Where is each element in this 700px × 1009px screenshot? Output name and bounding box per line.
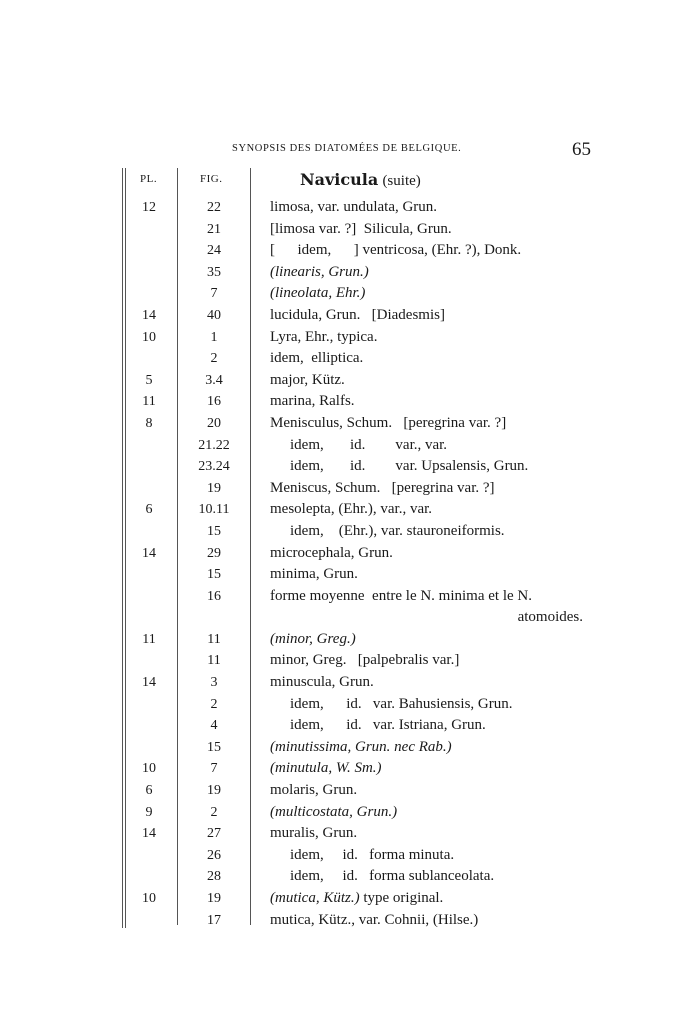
taxon-text: minuscula, Grun. — [270, 674, 374, 691]
genus-name: Navicula — [300, 170, 379, 189]
plate-number: 14 — [142, 675, 156, 691]
taxon-description — [270, 327, 377, 349]
table-row — [0, 845, 700, 867]
table-row — [0, 866, 700, 888]
table-row — [0, 197, 700, 219]
table-row — [0, 650, 700, 672]
figure-number: 17 — [207, 912, 221, 928]
table-row — [0, 391, 700, 413]
table-row — [0, 802, 700, 824]
plate-number: 12 — [142, 200, 156, 215]
table-row — [0, 737, 700, 759]
taxon-description — [290, 435, 447, 457]
figure-number: 11 — [207, 653, 221, 669]
table-row — [0, 715, 700, 737]
figure-number: 3.4 — [205, 372, 223, 388]
table-row — [0, 543, 700, 565]
plate-number: 9 — [145, 804, 153, 820]
taxon-text: idem, id. var. Bahusiensis, Grun. — [290, 695, 513, 712]
taxon-description — [270, 758, 382, 780]
taxon-description — [270, 391, 355, 413]
plate-number: 6 — [145, 783, 153, 799]
taxon-synonym-italic: (minutissima, Grun. nec Rab.) — [270, 738, 452, 755]
taxon-description — [270, 888, 443, 910]
plate-number: 10 — [142, 761, 156, 777]
taxon-description — [518, 607, 583, 629]
table-row — [0, 240, 700, 262]
page-number: 65 — [572, 139, 591, 160]
figure-number: 16 — [207, 588, 221, 604]
taxon-text: molaris, Grun. — [270, 782, 358, 799]
taxon-description — [270, 780, 357, 802]
figure-number: 19 — [207, 480, 221, 496]
taxon-text: idem, id. var. Istriana, Grun. — [290, 717, 486, 734]
figure-number: 35 — [207, 264, 221, 280]
figure-number: 21.22 — [198, 437, 230, 453]
taxon-text: idem, id. var. Upsalensis, Grun. — [290, 458, 529, 475]
table-row — [0, 823, 700, 845]
table-row — [0, 888, 700, 910]
figure-number: 2 — [210, 696, 218, 712]
plate-number: 14 — [142, 545, 156, 561]
figure-number: 7 — [210, 761, 218, 777]
taxon-text: Menisculus, Schum. [peregrina var. ?] — [270, 414, 507, 431]
taxon-description — [270, 348, 363, 370]
figure-number: 16 — [207, 394, 221, 410]
figure-number: 24 — [207, 243, 221, 259]
figure-number: 15 — [207, 739, 221, 755]
species-table — [0, 197, 700, 931]
taxon-description — [270, 219, 452, 241]
table-row — [0, 348, 700, 370]
taxon-text: idem, (Ehr.), var. stauroneiformis. — [290, 522, 505, 539]
taxon-description — [270, 499, 432, 521]
figure-number: 3 — [210, 675, 218, 691]
taxon-description — [270, 737, 452, 759]
taxon-text: muralis, Grun. — [270, 825, 358, 842]
figure-number: 19 — [207, 783, 221, 799]
taxon-description — [270, 629, 356, 651]
section-suffix: (suite) — [382, 173, 421, 189]
table-row — [0, 370, 700, 392]
taxon-description — [270, 543, 393, 565]
taxon-description — [290, 866, 494, 888]
figure-number: 11 — [207, 631, 221, 647]
plate-number: 10 — [142, 891, 156, 906]
taxon-description — [270, 478, 495, 500]
taxon-description — [290, 456, 528, 478]
figure-number: 28 — [207, 869, 221, 885]
taxon-description — [270, 283, 365, 305]
taxon-text: microcephala, Grun. — [270, 544, 393, 561]
figure-number: 7 — [210, 286, 218, 302]
figure-number: 23.24 — [198, 459, 230, 475]
taxon-description — [270, 564, 358, 586]
plate-number: 11 — [142, 394, 156, 410]
column-header-fig: FIG. — [200, 173, 223, 185]
figure-number: 15 — [207, 567, 221, 583]
taxon-synonym-italic: (lineolata, Ehr.) — [270, 285, 366, 302]
figure-number: 20 — [207, 415, 221, 431]
taxon-text: minor, Greg. [palpebralis var.] — [270, 652, 460, 669]
taxon-description — [270, 305, 445, 327]
taxon-text: lucidula, Grun. [Diadesmis] — [270, 306, 445, 323]
taxon-description — [290, 521, 505, 543]
plate-number: 5 — [145, 372, 153, 388]
plate-number: 6 — [145, 502, 153, 518]
plate-number: 14 — [142, 307, 156, 323]
taxon-description — [270, 910, 478, 932]
taxon-description — [290, 845, 454, 867]
taxon-synonym-italic: (minor, Greg.) — [270, 630, 356, 647]
taxon-text: type original. — [359, 890, 444, 906]
table-row — [0, 629, 700, 651]
figure-number: 1 — [210, 329, 218, 345]
table-row — [0, 521, 700, 543]
taxon-description — [290, 694, 512, 716]
table-row — [0, 456, 700, 478]
figure-number: 2 — [210, 351, 218, 367]
table-row — [0, 499, 700, 521]
taxon-synonym-italic: (mutica, Kütz.) — [270, 890, 360, 906]
plate-number: 10 — [142, 329, 156, 345]
table-row — [0, 283, 700, 305]
taxon-text: Lyra, Ehr., typica. — [270, 328, 378, 345]
taxon-text: minima, Grun. — [270, 566, 358, 583]
taxon-text: idem, id. forma sublanceolata. — [290, 868, 495, 885]
table-row — [0, 694, 700, 716]
figure-number: 2 — [210, 804, 218, 820]
taxon-text: forme moyenne entre le N. minima et le N. — [270, 587, 532, 604]
taxon-description — [270, 240, 521, 262]
taxon-text: major, Kütz. — [270, 371, 345, 388]
table-row — [0, 586, 700, 608]
table-row — [0, 607, 700, 629]
table-row — [0, 413, 700, 435]
figure-number: 15 — [207, 523, 221, 539]
taxon-text: idem, id. var., var. — [290, 436, 448, 453]
table-row — [0, 305, 700, 327]
taxon-text: mutica, Kütz., var. Cohnii, (Hilse.) — [270, 911, 479, 928]
figure-number: 26 — [207, 847, 221, 863]
table-row — [0, 219, 700, 241]
taxon-synonym-italic: (multicostata, Grun.) — [270, 803, 398, 820]
taxon-description — [270, 650, 459, 672]
taxon-text: idem, elliptica. — [270, 350, 364, 367]
taxon-description — [270, 262, 369, 284]
figure-number: 10.11 — [198, 502, 230, 518]
taxon-text: [limosa var. ?] Silicula, Grun. — [270, 220, 452, 237]
figure-number: 21 — [207, 221, 221, 237]
taxon-text: Meniscus, Schum. [peregrina var. ?] — [270, 479, 495, 496]
taxon-synonym-italic: (minutula, W. Sm.) — [270, 760, 382, 777]
figure-number: 40 — [207, 307, 221, 323]
plate-number: 8 — [145, 415, 153, 431]
figure-number: 29 — [207, 545, 221, 561]
table-row — [0, 262, 700, 284]
taxon-text: marina, Ralfs. — [270, 393, 355, 410]
taxon-description — [270, 413, 506, 435]
taxon-description — [270, 802, 397, 824]
table-row — [0, 564, 700, 586]
table-row — [0, 435, 700, 457]
taxon-description — [270, 586, 532, 608]
table-row — [0, 758, 700, 780]
taxon-text: [ idem, ] ventricosa, (Ehr. ?), Donk. — [270, 242, 522, 259]
plate-number: 11 — [142, 631, 156, 647]
taxon-synonym-italic: (linearis, Grun.) — [270, 263, 369, 280]
taxon-description — [270, 197, 437, 219]
taxon-text: mesolepta, (Ehr.), var., var. — [270, 501, 433, 518]
plate-number: 14 — [142, 826, 156, 842]
table-row — [0, 478, 700, 500]
running-title: SYNOPSIS DES DIATOMÉES DE BELGIQUE. — [232, 143, 462, 154]
figure-number: 19 — [207, 891, 221, 906]
taxon-description — [270, 823, 357, 845]
column-header-pl: PL. — [140, 173, 158, 185]
taxon-text: limosa, var. undulata, Grun. — [270, 199, 438, 215]
taxon-description — [270, 370, 345, 392]
taxon-text: idem, id. forma minuta. — [290, 846, 455, 863]
table-row — [0, 780, 700, 802]
table-row — [0, 327, 700, 349]
taxon-description — [290, 715, 486, 737]
table-row — [0, 910, 700, 932]
figure-number: 27 — [207, 826, 221, 842]
figure-number: 4 — [210, 718, 218, 734]
figure-number: 22 — [207, 200, 221, 215]
taxon-description — [270, 672, 374, 694]
section-title — [300, 170, 421, 190]
table-row — [0, 672, 700, 694]
taxon-text: atomoides. — [517, 609, 583, 626]
